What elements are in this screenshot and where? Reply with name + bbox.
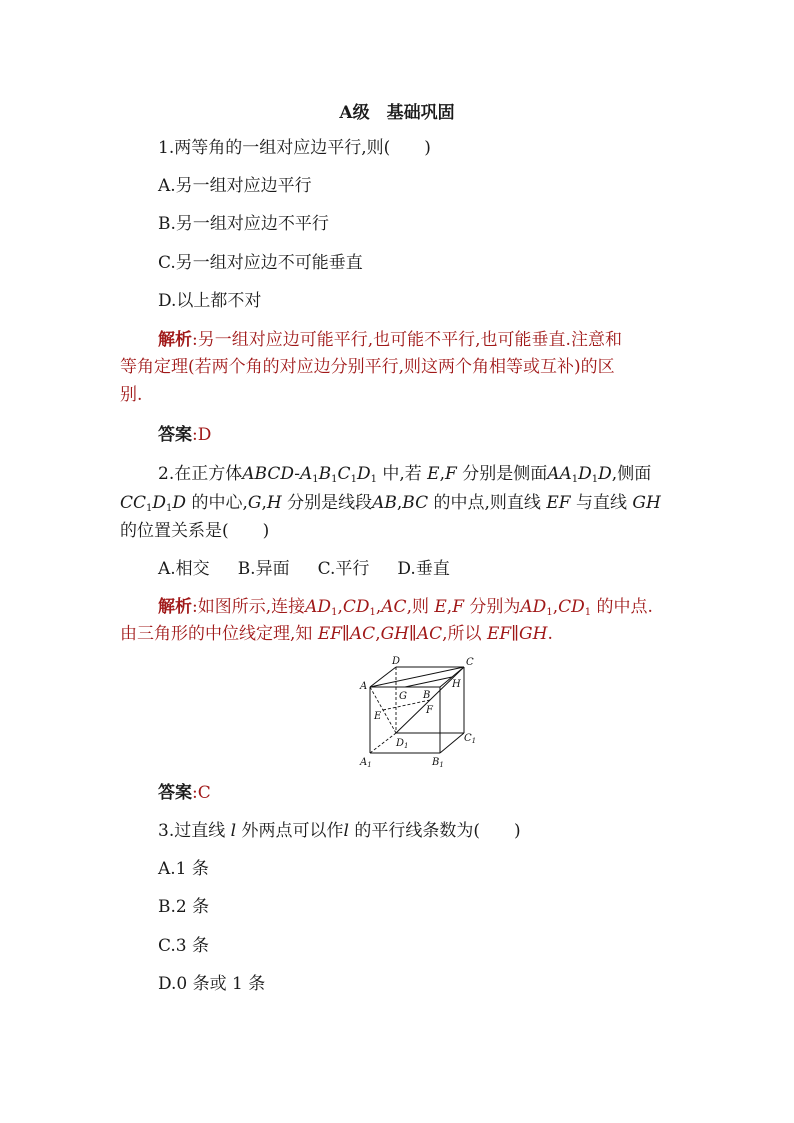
q3-option-b: B.2 条 [158,897,210,917]
q1-stem: 1.两等角的一组对应边平行,则( ) [158,138,431,158]
label-B1: $B_1$ [432,757,444,769]
q2-stem-text-7: 的中点,则直线 [433,493,541,513]
edge-b1c1 [440,733,464,753]
q2-stem-line-2: $CC_1D_1D$ 的中心,G,H 分别是线段AB,BC 的中点,则直线 EF 与直线 GH [120,493,661,514]
q1-option-c: C.另一组对应边不可能垂直 [158,253,363,273]
q2-analysis-line-1: 解析:如图所示,连接$AD_1,CD_1,AC$,则 E,F 分别为$AD_1,CD_1$ 的中点. [158,597,653,618]
q1-analysis-line-1 [158,328,622,352]
q2-analysis-text-2: ,则 [406,597,429,617]
q1-analysis-label: 解析 [158,330,192,350]
q1-analysis-line-3: 别. [120,385,143,405]
q3-stem-text-3: 的平行线条数为( ) [354,821,521,841]
q2-stem-text: 2.在正方体 [158,464,243,484]
q1-analysis-line-2: 等角定理(若两个角的对应边分别平行,则这两个角相等或互补)的区 [120,357,615,377]
q2-analysis-line-2: 由三角形的中位线定理,知 EF∥AC,GH∥AC,所以 EF∥GH. [120,624,553,644]
q2-options [158,557,478,581]
q3-stem-text-1: 3.过直线 [158,821,226,841]
q2-answer [158,781,211,805]
q2-stem-line-1: 2.在正方体ABCD-$A_1B_1C_1D_1$ 中,若 E,F 分别是侧面$AA_1D_1D$,侧面 [158,464,652,485]
label-D: D [392,656,401,667]
q1-answer-value: :D [192,425,212,445]
q2-answer-label: 答案 [158,783,192,803]
q1-option-d: D.以上都不对 [158,291,262,311]
q3-option-d: D.0 条或 1 条 [158,974,266,994]
q3-stem-text-2: 外两点可以作 [241,821,344,841]
section-heading: A级 基础巩固 [339,103,455,123]
label-A: A [360,681,368,692]
q2-option-c: C.平行 [317,559,370,579]
q2-analysis-text-1: :如图所示,连接 [192,597,306,617]
q3-line-l: l [230,821,237,841]
q2-analysis-text-5: 由三角形的中位线定理,知 [120,624,313,644]
q2-analysis-text-6: ,所以 [442,624,482,644]
q2-stem-text-5: 的中心, [191,493,248,513]
q2-cube-name: ABCD-A [242,464,313,484]
q3-option-a: A.1 条 [158,859,209,879]
q2-answer-value: :C [192,783,211,803]
q1-analysis-text-1: :另一组对应边可能平行,也可能不平行,也可能垂直.注意和 [192,330,622,350]
q3-stem [158,819,521,843]
label-C1: $C_1$ [464,733,477,745]
q2-option-a: A.相交 [158,559,210,579]
label-F: F [426,705,433,716]
q2-option-d: D.垂直 [397,559,450,579]
cube-figure [352,655,482,770]
label-B: B [423,690,431,701]
q2-stem-text-4: ,侧面 [611,464,652,484]
label-A1: $A_1$ [360,757,372,769]
q2-analysis-text-3: 分别为 [469,597,521,617]
q1-answer [158,423,211,447]
q2-stem-text-6: 分别是线段 [287,493,373,513]
q1-answer-label: 答案 [158,425,192,445]
q2-stem-text-8: 与直线 [575,493,627,513]
edge-a1d1 [370,733,396,753]
label-E: E [374,711,382,722]
q2-analysis-text-4: 的中点. [596,597,653,617]
q3-option-c: C.3 条 [158,936,210,956]
q2-stem-line-3: 的位置关系是( ) [120,521,270,541]
label-C: C [466,657,474,668]
q2-stem-text-3: 分别是侧面 [462,464,548,484]
q2-analysis-label: 解析 [158,597,192,617]
q1-option-b: B.另一组对应边不平行 [158,214,329,234]
q1-option-a: A.另一组对应边平行 [158,176,312,196]
q2-option-b: B.异面 [237,559,290,579]
label-G: G [399,691,407,702]
label-D1: $D_1$ [396,738,409,750]
q3-line-l-2: l [343,821,349,841]
q2-stem-text-2: 中,若 [382,464,422,484]
label-H: H [452,679,461,690]
